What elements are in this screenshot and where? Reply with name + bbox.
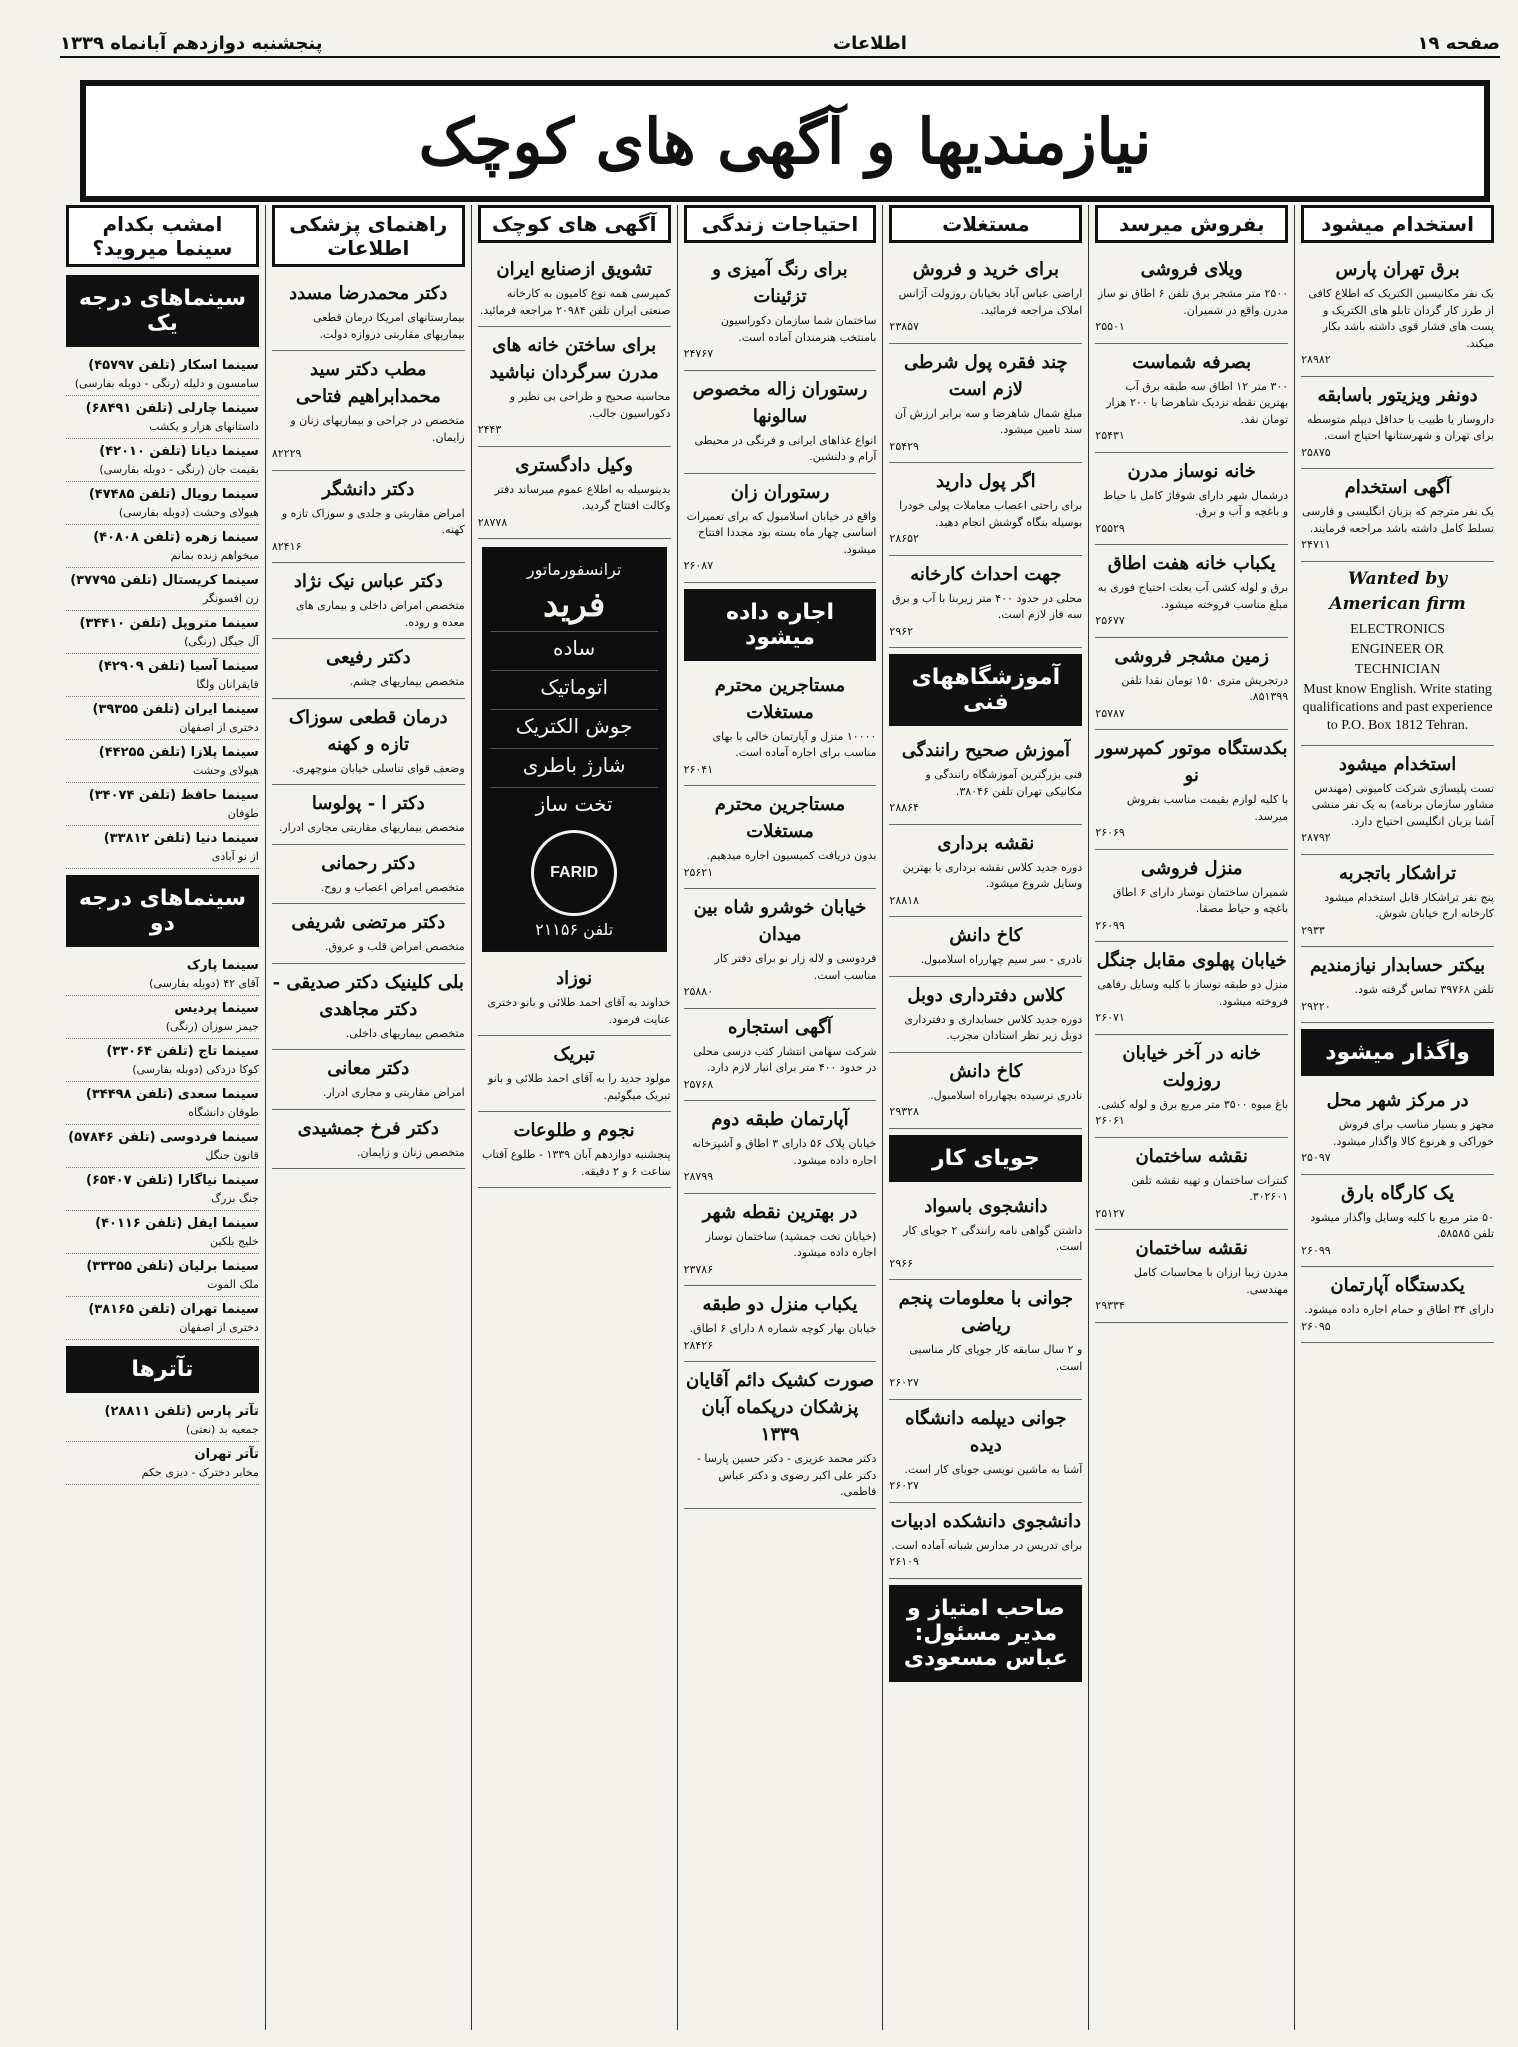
- cinema-listing: سینما پردیس جیمز سوزان (رنگی): [66, 996, 259, 1039]
- cinema-listing: سینما متروپل (تلفن ۳۴۴۱۰) آل جیگل (رنگی): [66, 611, 259, 654]
- farid-logo-icon: FARID: [531, 830, 617, 916]
- section-banner: اجاره داده میشود: [684, 589, 877, 661]
- masthead: [80, 80, 1490, 202]
- ad-item: برای خرید و فروش اراضی عباس آباد بخیابان روزولت آژانس املاک مراجعه فرمائید. ۲۳۸۵۷: [889, 251, 1082, 344]
- cinema-listing: سینما ایران (تلفن ۳۹۳۵۵) دختری از اصفهان: [66, 697, 259, 740]
- ad-item: دکتر محمدرضا مسدد بیمارستانهای امریکا درمان قطعی بیماریهای مقاربتی دروازه دولت.: [272, 275, 465, 351]
- ad-item: یکدستگاه آپارتمان دارای ۳۴ اطاق و حمام اجاره داده میشود. ۲۶۰۹۵: [1301, 1267, 1494, 1343]
- column-title: امشب بکدام سینما میروید؟: [66, 205, 259, 267]
- section-banner: واگذار میشود: [1301, 1029, 1494, 1076]
- ad-item: در مرکز شهر محل مجهز و بسیار مناسب برای فروش خوراکی و هرنوع کالا واگذار میشود. ۲۵۰۹۷: [1301, 1082, 1494, 1175]
- feature-footer: تلفن ۲۱۱۵۶: [535, 920, 614, 939]
- ad-item: جوانی دیپلمه دانشگاه دیده آشنا به ماشین نویسی جویای کار است. ۲۶۰۲۷: [889, 1400, 1082, 1503]
- ad-item: دکتر عباس نیک نژاد متخصص امراض داخلی و بیماری های معده و روده.: [272, 563, 465, 639]
- ad-item: مستاجرین محترم مستغلات ۱۰۰۰۰ منزل و آپارتمان خالی با بهای مناسب برای اجاره آماده است. ۲۶۰۴۱: [684, 667, 877, 787]
- page-header: [60, 30, 1500, 58]
- column-small-ads: [471, 205, 677, 2030]
- cinema-listing: سینما تهران (تلفن ۳۸۱۶۵) دختری از اصفهان: [66, 1297, 259, 1340]
- ad-item: دکتر دانشگر امراض مقاربتی و جلدی و سوزاک تازه و کهنه. ۸۲۴۱۶: [272, 471, 465, 564]
- ad-item: بلی کلینیک دکتر صدیقی - دکتر مجاهدی متخصص بیماریهای داخلی.: [272, 964, 465, 1051]
- column-title: راهنمای پزشکی اطلاعات: [272, 205, 465, 267]
- ad-item: کلاس دفترداری دوبل دوره جدید کلاس حسابداری و دفترداری دوبل زیر نظر استادان مجرب.: [889, 977, 1082, 1053]
- ad-item: دکتر معانی امراض مقاربتی و مجاری ادرار.: [272, 1050, 465, 1110]
- feature-top: ترانسفورماتور: [526, 560, 622, 579]
- column-title: بفروش میرسد: [1095, 205, 1288, 243]
- ad-item: دکتر رحمانی متخصص امراض اعصاب و روح.: [272, 845, 465, 905]
- ad-item: دکتر فرخ جمشیدی متخصص زنان و زایمان.: [272, 1110, 465, 1170]
- ad-item: تشویق ازصنایع ایران کمپرسی همه نوع کامیون به کارخانه صنعتی ایران تلفن ۲۰۹۸۴ مراجعه فرمائید.: [478, 251, 671, 327]
- ad-item: در بهترین نقطه شهر (خیابان تخت جمشید) ساختمان نوساز اجاره داده میشود. ۲۳۷۸۶: [684, 1194, 877, 1287]
- ad-item: خانه در آخر خیابان روزولت باغ میوه ۳۵۰۰ متر مربع برق و لوله کشی. ۲۶۰۶۱: [1095, 1035, 1288, 1138]
- section-banner: سینماهای درجه دو: [66, 875, 259, 947]
- section-banner: آموزشگاههای فنی: [889, 654, 1082, 726]
- ad-item: آگهی استخدام یک نفر مترجم که بزبان انگلیسی و فارسی تسلط کامل داشته باشد مراجعه فرمایند. ۲۴۷۱۱: [1301, 469, 1494, 562]
- ad-item: برق تهران پارس یک نفر مکانیسین الکتریک که اطلاع کافی از طرز کار گردان تابلو های الکتریک و پست های فشار قوی داشته باشد بکار میکند. ۲۸۹۸۲: [1301, 251, 1494, 377]
- ad-item: آموزش صحیح رانندگی فنی بزرگترین آموزشگاه رانندگی و مکانیکی تهران تلفن ۳۸۰۴۶. ۲۸۸۶۴: [889, 732, 1082, 825]
- ad-item: رستوران زاله مخصوص سالونها انواع غذاهای ایرانی و فرنگی در محیطی آرام و دلنشین.: [684, 371, 877, 474]
- column-cinema: [60, 205, 265, 2030]
- cinema-listing: سینما دنیا (تلفن ۳۳۸۱۲) از نو آبادی: [66, 826, 259, 869]
- ad-item: دکتر رفیعی متخصص بیماریهای چشم.: [272, 639, 465, 699]
- ad-item: یکباب منزل دو طبقه خیابان بهار کوچه شماره ۸ دارای ۶ اطاق. ۲۸۴۲۶: [684, 1286, 877, 1362]
- column-title: احتیاجات زندگی: [684, 205, 877, 243]
- ad-item: ویلای فروشی ۲۵۰۰ متر مشجر برق تلفن ۶ اطاق نو ساز مدرن واقع در شمیران. ۲۵۵۰۱: [1095, 251, 1288, 344]
- section-banner: جویای کار: [889, 1135, 1082, 1182]
- cinema-listing: سینما پارک آقای ۴۲ (دوبله بفارسی): [66, 953, 259, 996]
- ad-item: زمین مشجر فروشی درتجریش متری ۱۵۰ تومان نقدا تلفن ۸۵۱۳۹۹. ۲۵۷۸۷: [1095, 638, 1288, 731]
- ad-item: منزل فروشی شمیران ساختمان نوساز دارای ۶ اطاق باغچه و حیاط مصفا. ۲۶۰۹۹: [1095, 850, 1288, 943]
- feature-item: جوش الکتریک: [491, 709, 658, 742]
- ad-item: دونفر ویزیتور باسابقه داروساز یا طبیب با حداقل دیپلم متوسطه برای تهران و شهرستانها احتیاج است. ۲۵۸۷۵: [1301, 377, 1494, 470]
- section-banner: تآترها: [66, 1346, 259, 1393]
- ad-item: رستوران زان واقع در خیابان اسلامبول که برای تعمیرات اساسی چهار ماه بسته بود مجددا افتتاح میشود. ۲۶۰۸۷: [684, 474, 877, 583]
- masthead-title: نیازمندیها و آگهی های کوچک: [418, 104, 1152, 178]
- ad-item: چند فقره پول شرطی لازم است مبلغ شمال شاهرضا و سه برابر ارزش آن سند تامین میشود. ۲۵۴۲۹: [889, 344, 1082, 464]
- ad-item: کاخ دانش نادری - سر سیم چهارراه اسلامبول.: [889, 917, 1082, 977]
- ad-item: آپارتمان طبقه دوم خیابان پلاک ۵۶ دارای ۳ اطاق و آشپزخانه اجاره داده میشود. ۲۸۷۹۹: [684, 1101, 877, 1194]
- page-number: صفحه ۱۹: [1417, 32, 1500, 54]
- ad-item: نقشه ساختمان مدرن زیبا ارزان با محاسبات کامل مهندسی. ۲۹۳۳۴: [1095, 1230, 1288, 1323]
- ad-item: دانشجوی باسواد داشتن گواهی نامه رانندگی ۲ جویای کار است. ۲۹۶۶: [889, 1188, 1082, 1281]
- ad-item: نوزاد خداوند به آقای احمد طلائی و بانو دختری عنایت فرمود.: [478, 960, 671, 1036]
- ad-item: برای رنگ آمیزی و تزئینات ساختمان شما سازمان دکوراسیون بامنتخب هنرمندان آماده است. ۲۴۷۶۷: [684, 251, 877, 371]
- feature-item: ساده: [491, 631, 658, 664]
- feature-item: اتوماتیک: [491, 670, 658, 703]
- ad-item: برای ساختن خانه های مدرن سرگردان نباشید محاسبه صحیح و طراحی بی نظیر و دکوراسیون جالب. ۲۴۴۳: [478, 327, 671, 447]
- cinema-listing: سینما نیاگارا (تلفن ۶۵۴۰۷) جنگ بزرگ: [66, 1168, 259, 1211]
- ad-item: دانشجوی دانشکده ادبیات برای تدریس در مدارس شبانه آماده است. ۲۶۱۰۹: [889, 1503, 1082, 1579]
- issue-date: پنجشنبه دوازدهم آبانماه ۱۳۳۹: [60, 32, 323, 54]
- ad-item: دکتر ا - پولوسا متخصص بیماریهای مقاربتی مجاری ادرار.: [272, 785, 465, 845]
- column-sales: [1088, 205, 1294, 2030]
- feature-item: تخت ساز: [491, 787, 658, 820]
- ad-item: اگر پول دارید برای راحتی اعصاب معاملات پولی خودرا بوسیله بنگاه گوشش انجام دهید. ۲۸۶۵۲: [889, 463, 1082, 556]
- column-needs: [677, 205, 883, 2030]
- ad-item: بیکتر حسابدار نیازمندیم تلفن ۳۹۷۶۸ تماس گرفته شود. ۲۹۲۲۰: [1301, 947, 1494, 1023]
- farid-transformer-ad: [482, 547, 667, 952]
- english-ad: Wanted by American firm ELECTRONICS ENGINEER OR TECHNICIAN Must know English. Write stating qualifications and past experience to P.O. Box 1812 Tehran.: [1301, 562, 1494, 746]
- cinema-listing: سینما حافظ (تلفن ۳۴۰۷۴) طوفان: [66, 783, 259, 826]
- ad-item: یک کارگاه بارق ۵۰ متر مربع با کلیه وسایل واگذار میشود تلفن ۵۸۵۸۵. ۲۶۰۹۹: [1301, 1175, 1494, 1268]
- feature-item: شارژ باطری: [491, 748, 658, 781]
- ad-item: تراشکار باتجربه پنج نفر تراشکار قابل استخدام میشود کارخانه ارج خیابان شوش. ۲۹۳۳: [1301, 855, 1494, 948]
- cinema-listing: سینما زهره (تلفن ۴۰۸۰۸) میخواهم زنده بمانم: [66, 525, 259, 568]
- cinema-listing: سینما پلازا (تلفن ۴۴۲۵۵) هیولای وحشت: [66, 740, 259, 783]
- ad-item: نقشه ساختمان کنترات ساختمان و تهیه نقشه تلفن ۳۰۲۶۰۱. ۲۵۱۲۷: [1095, 1138, 1288, 1231]
- ad-item: نجوم و طلوعات پنجشنبه دوازدهم آبان ۱۳۳۹ - طلوع آفتاب ساعت ۶ و ۲ دقیقه.: [478, 1112, 671, 1188]
- column-services: [882, 205, 1088, 2030]
- ad-item: خیابان خوشرو شاه بین میدان فردوسی و لاله زار نو برای دفتر کار مناسب است. ۲۵۸۸۰: [684, 889, 877, 1009]
- cinema-listing: سینما کریستال (تلفن ۳۷۷۹۵) زن افسونگر: [66, 568, 259, 611]
- ad-item: یکباب خانه هفت اطاق برق و لوله کشی آب بعلت احتیاج فوری به مبلغ مناسب فروخته میشود. ۲۵۶۷۷: [1095, 545, 1288, 638]
- ad-item: مستاجرین محترم مستغلات بدون دریافت کمیسیون اجاره میدهیم. ۲۵۶۲۱: [684, 786, 877, 889]
- feature-brand: فرید: [542, 585, 606, 625]
- ad-item: جوانی با معلومات پنجم ریاضی و ۲ سال سابقه کار جویای کار مناسبی است. ۲۶۰۲۷: [889, 1280, 1082, 1400]
- ad-item: آگهی استجاره شرکت سهامی انتشار کتب درسی محلی در حدود ۴۰۰ متر برای انبار لازم دارد. ۲۵۷۶۸: [684, 1009, 877, 1102]
- ad-item: خیابان پهلوی مقابل جنگل منزل دو طبقه نوساز با کلیه وسایل رفاهی فروخته میشود. ۲۶۰۷۱: [1095, 942, 1288, 1035]
- column-employment: [1294, 205, 1500, 2030]
- ad-item: جهت احداث کارخانه محلی در حدود ۴۰۰ متر زیربنا با آب و برق سه فاز لازم است. ۲۹۶۲: [889, 556, 1082, 649]
- ad-item: کاخ دانش نادری نرسیده بچهارراه اسلامبول. ۲۹۳۲۸: [889, 1053, 1082, 1129]
- ad-item: بصرفه شماست ۳۰۰ متر ۱۲ اطاق سه طبقه برق آب بهترین نقطه نزدیک شاهرضا با ۲۰۰ هزار تومان نقد. ۲۵۴۳۱: [1095, 344, 1288, 453]
- ad-item: استخدام میشود تست پلیساژی شرکت کامیونی (مهندس مشاور سازمان برنامه) به یک نفر منشی آشنا بزبان انگلیسی احتیاج دارد. ۲۸۷۹۲: [1301, 746, 1494, 855]
- cinema-listing: سینما تاج (تلفن ۳۳۰۶۴) کوکا دزدکی (دوبله بفارسی): [66, 1039, 259, 1082]
- column-title: مستغلات: [889, 205, 1082, 243]
- ad-item: مطب دکتر سید محمدابراهیم فتاحی متخصص در جراحی و بیماریهای زنان و زایمان. ۸۲۲۲۹: [272, 351, 465, 471]
- ad-item: خانه نوساز مدرن درشمال شهر دارای شوفاژ کامل با حیاط و باغچه و آب و برق. ۲۵۵۲۹: [1095, 453, 1288, 546]
- cinema-listing: سینما چارلی (تلفن ۶۸۴۹۱) داستانهای هزار و یکشب: [66, 396, 259, 439]
- cinema-listing: سینما آسیا (تلفن ۴۲۹۰۹) قایقرانان ولگا: [66, 654, 259, 697]
- cinema-listing: سینما سعدی (تلفن ۳۴۴۹۸) طوفان دانشگاه: [66, 1082, 259, 1125]
- newspaper-page: [60, 30, 1500, 2030]
- paper-name: اطلاعات: [833, 32, 907, 54]
- cinema-listing: سینما ایفل (تلفن ۴۰۱۱۶) خلیج بلکین: [66, 1211, 259, 1254]
- column-title: استخدام میشود: [1301, 205, 1494, 243]
- ad-item: دکتر مرتضی شریفی متخصص امراض قلب و عروق.: [272, 904, 465, 964]
- cinema-listing: سینما دیانا (تلفن ۴۲۰۱۰) بقیمت جان (رنگی - دوبله بفارسی): [66, 439, 259, 482]
- column-medical: [265, 205, 471, 2030]
- theatre-listing: تآتر پارس (تلفن ۲۸۸۱۱) جمعیه بد (نعتی): [66, 1399, 259, 1442]
- ad-item: تبریک مولود جدید را به آقای احمد طلائی و بانو تبریک میگوئیم.: [478, 1036, 671, 1112]
- ad-item: بکدستگاه موتور کمپرسور نو با کلیه لوازم بقیمت مناسب بفروش میرسد. ۲۶۰۶۹: [1095, 730, 1288, 850]
- columns: [60, 205, 1500, 2030]
- ad-item: صورت کشیک دائم آقایان پزشکان درپکماه آبان ۱۳۳۹ دکتر محمد عزیزی - دکتر حسین پارسا - دکتر علی اکبر رضوی و دکتر عباس فاطمی.: [684, 1362, 877, 1509]
- theatre-listing: تآتر تهران مخابر دخترک - دیزی حکم: [66, 1442, 259, 1485]
- cinema-listing: سینما رویال (تلفن ۴۷۴۸۵) هیولای وحشت (دوبله بفارسی): [66, 482, 259, 525]
- cinema-listing: سینما اسکار (تلفن ۴۵۷۹۷) سامسون و دلیله (رنگی - دوبله بفارسی): [66, 353, 259, 396]
- ad-item: وکیل دادگستری بدینوسیله به اطلاع عموم میرساند دفتر وکالت افتتاح گردید. ۲۸۷۷۸: [478, 447, 671, 540]
- ad-item: نقشه برداری دوره جدید کلاس نقشه برداری با بهترین وسایل شروع میشود. ۲۸۸۱۸: [889, 825, 1082, 918]
- cinema-listing: سینما فردوسی (تلفن ۵۷۸۴۶) قانون جنگل: [66, 1125, 259, 1168]
- publisher-footer: صاحب امتیاز و مدیر مسئول: عباس مسعودی: [889, 1585, 1082, 1682]
- section-banner: سینماهای درجه یک: [66, 275, 259, 347]
- ad-item: درمان قطعی سوزاک تازه و کهنه وضعف قوای تناسلی خیابان منوچهری.: [272, 699, 465, 786]
- cinema-listing: سینما برلیان (تلفن ۳۳۳۵۵) ملک الموت: [66, 1254, 259, 1297]
- column-title: آگهی های کوچک: [478, 205, 671, 243]
